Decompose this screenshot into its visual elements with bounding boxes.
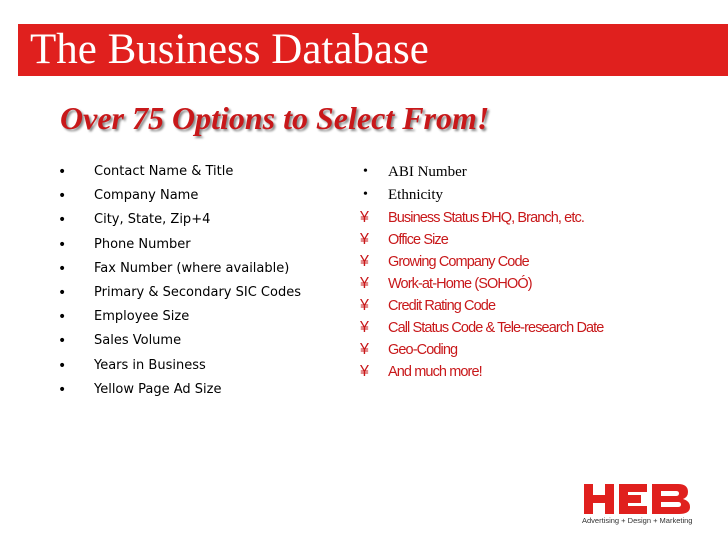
list-item [58,185,301,209]
list-item [360,229,720,251]
bullet-dot: • [58,309,67,326]
list-item-label: Business Status ÐHQ, Branch, etc. [388,210,584,226]
list-item [58,355,301,379]
bullet-dot: • [58,212,67,229]
list-item [360,361,720,383]
left-option-list [58,161,301,403]
list-item-label: Yellow Page Ad Size [94,381,222,397]
list-item-label: Call Status Code & Tele-research Date [388,320,604,336]
list-item [360,184,720,207]
bullet-yen: ¥ [360,275,369,292]
list-item-label: Contact Name & Title [94,164,234,179]
list-item [58,258,301,282]
list-item-label: Fax Number (where available) [94,260,290,276]
list-item-label: Credit Rating Code [388,298,496,314]
list-item-label: Ethnicity [388,187,443,203]
list-item-label: City, State, Zip+4 [94,212,211,228]
bullet-dot: • [58,381,67,398]
logo-letter-e [619,484,647,492]
list-item [360,207,720,229]
logo-letter-e [619,495,641,503]
list-item [58,282,301,306]
bullet-dot: • [58,260,67,277]
list-item [58,234,301,258]
list-item-label: Sales Volume [94,333,182,349]
list-item [360,161,720,184]
list-item [360,317,720,339]
bullet-yen: ¥ [360,297,369,314]
right-option-list [360,161,720,383]
bullet-yen: ¥ [360,363,369,380]
list-item [58,330,301,354]
list-item-label: Company Name [94,188,199,204]
list-item-label: Primary & Secondary SIC Codes [94,284,301,300]
bullet-yen: ¥ [360,231,369,248]
list-item [360,251,720,273]
logo-tagline: Advertising + Design + Marketing [582,516,693,525]
slide-title: The Business Database [30,26,429,73]
bullet-yen: ¥ [360,341,369,358]
bullet-dot: • [363,164,368,179]
bullet-dot: • [58,357,67,374]
bullet-dot: • [58,236,67,253]
list-item [58,161,301,185]
bullet-dot: • [58,333,67,350]
list-item [58,306,301,330]
list-item [58,379,301,403]
list-item-label: Employee Size [94,309,190,325]
list-item [360,339,720,361]
bullet-dot: • [58,188,67,205]
list-item [360,295,720,317]
list-item-label: Years in Business [94,357,206,373]
bullet-dot: • [58,164,67,180]
logo-letter-e [619,506,647,514]
bullet-dot: • [363,187,368,202]
slide-subtitle: Over 75 Options to Select From! [60,100,490,136]
logo-letter-b [652,484,690,514]
bullet-yen: ¥ [360,253,369,270]
bullet-dot: • [58,284,67,301]
logo-letter-h [584,495,614,503]
list-item-label: ABI Number [388,164,467,180]
title-bar [18,24,728,76]
list-item-label: Office Size [388,232,448,248]
list-item [58,209,301,233]
list-item-label: Phone Number [94,236,191,252]
bullet-yen: ¥ [360,319,369,336]
list-item [360,273,720,295]
list-item-label: Geo-Coding [388,342,458,358]
bullet-yen: ¥ [360,209,369,226]
list-item-label: Work-at-Home (SOHOÓ) [388,276,532,292]
list-item-label: Growing Company Code [388,254,529,270]
list-item-label: And much more! [388,364,482,380]
